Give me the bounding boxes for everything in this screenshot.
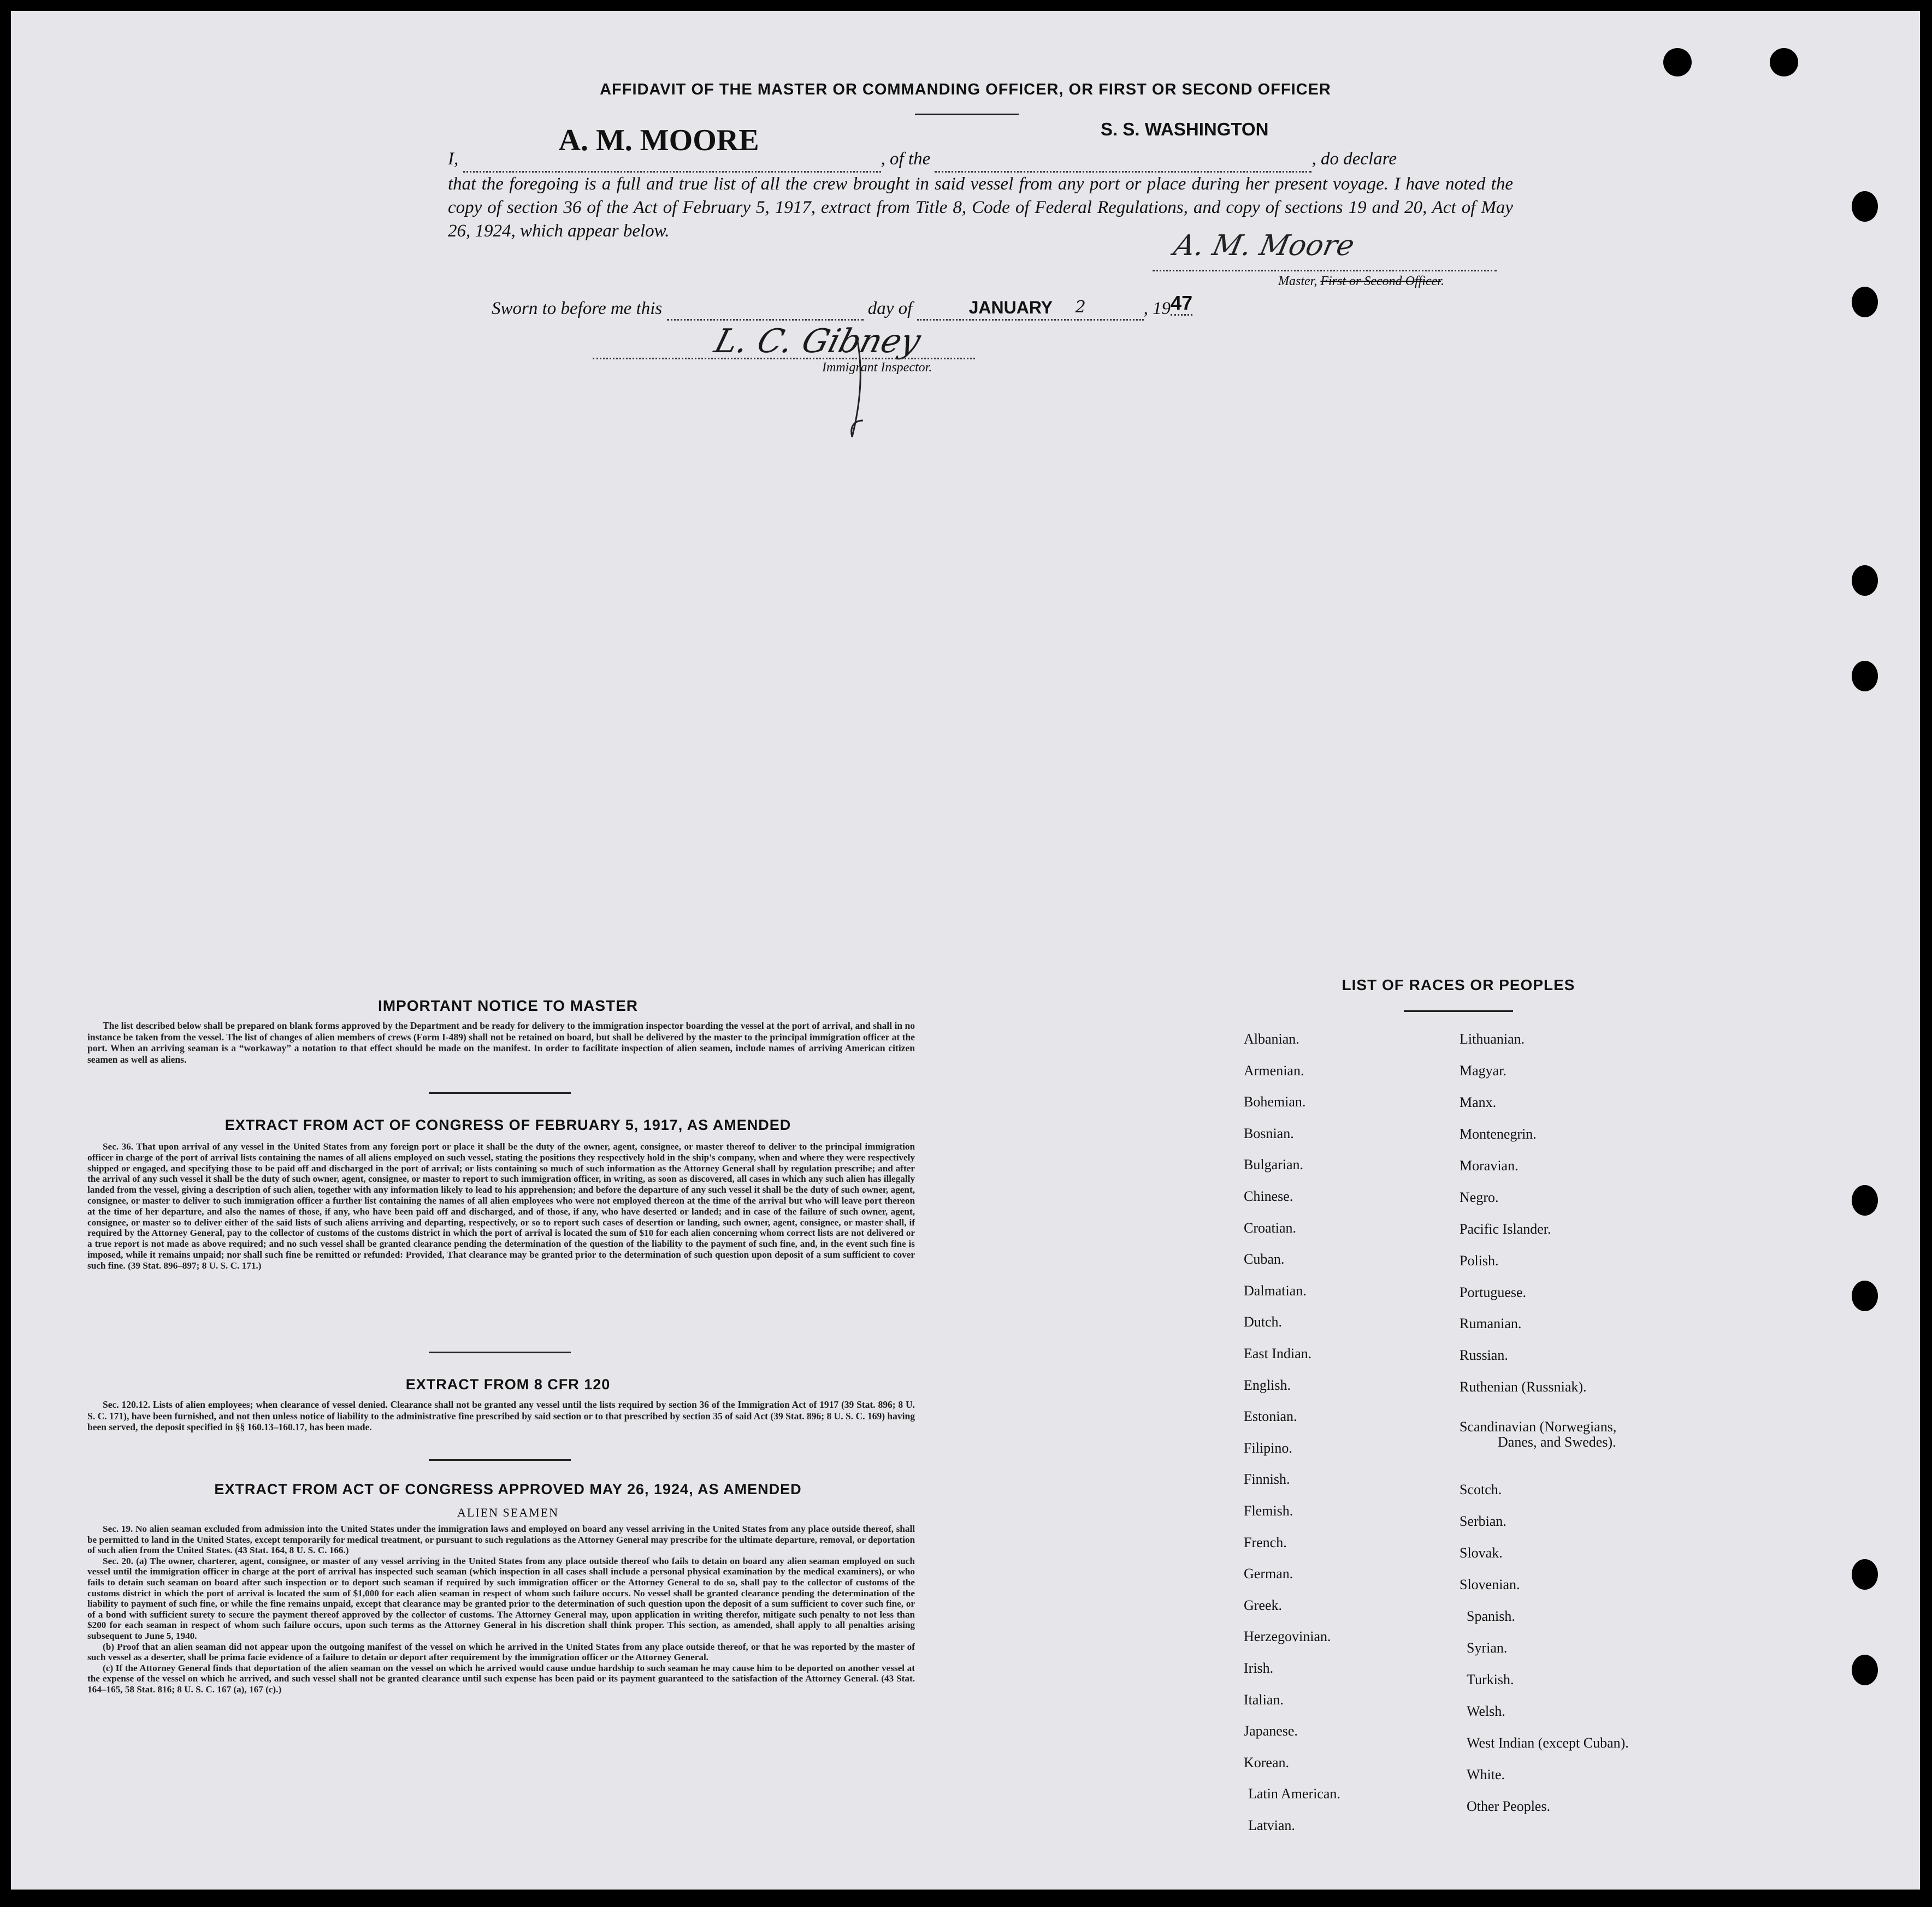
extract-1924-title: EXTRACT FROM ACT OF CONGRESS APPROVED MAY 26, 1924, AS AMENDED — [214, 1481, 802, 1497]
race-item: Armenian. — [1244, 1062, 1304, 1079]
sec-19-paragraph: Sec. 19. No alien seaman excluded from admission into the United States under the immigration laws and employed on board any vessel arriving in the United States from any place outside thereof, shall be permitted to land in the United States, except temporarily for medical treatment, or pursuant to such regulations as the Attorney General may prescribe for the ultimate departure, removal, or deportation of such alien from the United States. (43 Stat. 164, 8 U. S. C. 166.) — [87, 1524, 915, 1556]
name-field — [463, 123, 881, 173]
caption-period: . — [1440, 274, 1444, 288]
race-item: Magyar. — [1460, 1063, 1506, 1079]
race-item: Scandinavian (Norwegians, — [1460, 1419, 1617, 1435]
race-item: Albanian. — [1244, 1031, 1299, 1047]
day-mark: 2 — [1075, 298, 1086, 317]
section-divider — [429, 1459, 571, 1461]
race-item: Japanese. — [1244, 1723, 1298, 1739]
punch-hole — [1852, 661, 1878, 691]
race-item: Scotch. — [1460, 1482, 1502, 1497]
race-item: Croatian. — [1244, 1219, 1297, 1236]
punch-hole — [1852, 1559, 1878, 1590]
race-item: Korean. — [1244, 1754, 1290, 1770]
punch-hole — [1852, 1185, 1878, 1216]
race-item: West Indian (except Cuban). — [1467, 1735, 1629, 1751]
race-item: Bulgarian. — [1244, 1157, 1304, 1173]
document-page — [11, 11, 1920, 1890]
race-item: Bohemian. — [1244, 1094, 1306, 1110]
extract-1917-title: EXTRACT FROM ACT OF CONGRESS OF FEBRUARY 5, 1917, AS AMENDED — [224, 1117, 791, 1133]
race-item: Greek. — [1244, 1597, 1283, 1613]
races-title: LIST OF RACES OR PEOPLES — [1342, 976, 1575, 993]
extract-1917-paragraph: Sec. 36. That upon arrival of any vessel in the United States from any foreign port or place it shall be the duty of the owner, agent, consignee, or master thereof to deliver to the principal immigration officer in charge of the port of arrival lists containing the names of all aliens employed on such vessel, stating the positions they respectively hold in the ship's company, when and where they were respectively shipped or engaged, and specifying those to be paid off and discharged in the port of arrival; or lists containing so much of such information as the Attorney General shall by regulation prescribe; and after the arrival of any such vessel it shall be the duty of such owner, agent, consignee, or master to report to such immigration officer, in writing, as soon as discovered, all cases in which any such alien has illegally landed from the vessel, giving a description of such alien, together with any information likely to lead to his apprehension; and before the departure of any such vessel it shall be the duty of such owner, agent, consignee, or master to deliver to such immigration officer a further list containing the names of all alien employees who were not employed thereon at the time of the arrival but who will leave port thereon at the time of her departure, and also the names of those, if any, who have been paid off and discharged, and of those, if any, who have deserted or landed; and in case of the failure of such owner, agent, consignee, or master so to deliver either of the said lists of such aliens arriving and departing, respectively, or so to report such cases of desertion or landing, such owner, agent, consignee, or master shall, if required by the Attorney General, pay to the collector of customs of the customs district in which the port of arrival is located the sum of $10 for each alien concerning whom correct lists are not delivered or a true report is not made as above required; and no such vessel shall be granted clearance pending the determination of the question of the liability to the payment of such fine, and, in the event such fine is imposed, while it remains unpaid; nor shall such fine be remitted or refunded: Provided, That clearance may be granted prior to the determination of such question upon deposit of a sum sufficient to cover such fine. (39 Stat. 896–897; 8 U. S. C. 171.) — [87, 1141, 915, 1271]
extract-cfr-text — [87, 1399, 915, 1433]
signature-flourish — [836, 339, 879, 442]
race-item: Welsh. — [1467, 1703, 1505, 1719]
punch-hole — [1852, 1281, 1878, 1311]
notice-text — [87, 1020, 915, 1065]
notice-title: IMPORTANT NOTICE TO MASTER — [377, 997, 639, 1014]
master-name: A. M. MOORE — [558, 123, 759, 157]
race-item: French. — [1244, 1534, 1287, 1550]
race-item: Latvian. — [1248, 1817, 1295, 1833]
title-divider — [915, 114, 1019, 115]
race-item: Herzegovinian. — [1244, 1628, 1331, 1645]
affidavit-text: that the foregoing is a full and true list of all the crew brought in said vessel from any port or place during her present voyage. I have noted the copy of section 36 of the Act of February 5, 1917, extract from Title 8, Code of Federal Regulations, and copy of sections 19 and 20, Act of May 26, 1924, which appear below. — [448, 174, 1513, 241]
race-item: Serbian. — [1460, 1513, 1506, 1529]
punch-hole — [1852, 565, 1878, 596]
race-item: Italian. — [1244, 1691, 1284, 1708]
extract-1924-subtitle: ALIEN SEAMEN — [457, 1506, 559, 1519]
race-item: Ruthenian (Russniak). — [1460, 1379, 1587, 1395]
i-label: I, — [448, 149, 459, 169]
race-item: Dalmatian. — [1244, 1282, 1307, 1299]
punch-hole — [1852, 1655, 1878, 1685]
race-item: Negro. — [1460, 1189, 1499, 1205]
vessel-name: S. S. WASHINGTON — [1101, 119, 1269, 139]
race-item: Portuguese. — [1460, 1284, 1527, 1300]
punch-hole — [1770, 48, 1798, 76]
master-caption-label: Master, — [1278, 274, 1317, 288]
races-divider — [1404, 1010, 1513, 1012]
race-item: East Indian. — [1244, 1346, 1312, 1361]
race-item: Moravian. — [1460, 1158, 1519, 1174]
race-item: Polish. — [1460, 1253, 1499, 1269]
extract-1924-text — [87, 1524, 915, 1695]
affidavit-title: AFFIDAVIT OF THE MASTER OR COMMANDING OFFICER, OR FIRST OR SECOND OFFICER — [600, 81, 1331, 98]
year-suffix: 47 — [1171, 292, 1192, 316]
punch-hole — [1663, 48, 1692, 76]
race-item: Manx. — [1460, 1094, 1497, 1110]
race-item: Turkish. — [1467, 1672, 1514, 1687]
month-field — [917, 299, 1144, 321]
race-item: Montenegrin. — [1460, 1126, 1537, 1142]
month-value: JANUARY — [968, 298, 1053, 317]
inspector-signature — [711, 322, 925, 360]
section-divider — [429, 1352, 571, 1353]
sworn-day-field — [667, 299, 864, 321]
master-caption — [1278, 274, 1444, 289]
race-item: Pacific Islander. — [1460, 1221, 1551, 1237]
race-item: Spanish. — [1467, 1608, 1515, 1624]
sec-20c-paragraph: (c) If the Attorney General finds that deportation of the alien seaman on the vessel on which he arrived would cause undue hardship to such seaman he may cause him to be deported on another vessel at the expense of the vessel on which he arrived, and such vessel shall not be granted clearance until such expense has been paid or its payment guaranteed to the satisfaction of the Attorney General. (43 Stat. 164–165, 58 Stat. 816; 8 U. S. C. 167 (a), 167 (c).) — [87, 1662, 915, 1695]
race-item: Slovak. — [1460, 1545, 1503, 1561]
struck-caption: First or Second Officer — [1320, 274, 1441, 288]
master-signature — [1171, 229, 1357, 262]
race-item: Cuban. — [1244, 1251, 1285, 1268]
race-item: Latin American. — [1248, 1786, 1340, 1802]
extract-cfr-paragraph: Sec. 120.12. Lists of alien employees; when clearance of vessel denied. Clearance shall not be granted any vessel until the lists required by section 36 of the Immigration Act of 1917 (39 Stat. 896; 8 U. S. C. 171), have been furnished, and not then unless notice of liability to the administrative fine prescribed by said section or to that prescribed by section 35 of said Act (39 Stat. 896; 8 U. S. C. 169) having been served, the deposit specified in §§ 160.13–160.17, has been made. — [87, 1399, 915, 1432]
race-item: Chinese. — [1244, 1188, 1293, 1204]
of-the-label: , of the — [881, 149, 931, 169]
race-item: Flemish. — [1244, 1503, 1293, 1519]
race-item: White. — [1467, 1767, 1505, 1782]
race-item: Syrian. — [1467, 1640, 1508, 1656]
inspector-signature-line — [593, 358, 975, 359]
day-of-label: day of — [867, 299, 913, 318]
do-declare-label: , do declare — [1311, 149, 1397, 169]
sworn-line — [492, 292, 1193, 321]
race-item: Dutch. — [1244, 1314, 1283, 1330]
race-item: Danes, and Swedes). — [1498, 1434, 1616, 1450]
extract-cfr-title: EXTRACT FROM 8 CFR 120 — [405, 1376, 611, 1393]
race-item: Rumanian. — [1460, 1316, 1522, 1331]
race-item: Russian. — [1460, 1347, 1508, 1363]
race-item: Other Peoples. — [1467, 1798, 1551, 1814]
signature-line — [1153, 270, 1497, 271]
race-item: English. — [1244, 1377, 1291, 1393]
year-prefix: , 19 — [1143, 299, 1171, 318]
race-item: German. — [1244, 1566, 1293, 1582]
punch-hole — [1852, 191, 1878, 222]
race-item: Slovenian. — [1460, 1577, 1520, 1592]
race-item: Irish. — [1244, 1660, 1274, 1676]
race-item: Filipino. — [1244, 1440, 1292, 1456]
sworn-label: Sworn to before me this — [492, 299, 663, 318]
master-signature-text: A. M. Moore — [1171, 229, 1357, 262]
race-item: Estonian. — [1244, 1408, 1297, 1425]
race-item: Lithuanian. — [1460, 1031, 1525, 1047]
race-item: Bosnian. — [1244, 1125, 1294, 1141]
sec-20b-paragraph: (b) Proof that an alien seaman did not appear upon the outgoing manifest of the vessel on which he arrived in the United States from any place outside thereof, or that he was reported by the master of such vessel as a deserter, shall be prima facie evidence of a failure to detain or deport after requirement by the immigration officer or the Attorney General. — [87, 1641, 915, 1663]
punch-hole — [1852, 287, 1878, 317]
extract-1917-text — [87, 1141, 915, 1271]
race-item: Finnish. — [1244, 1471, 1290, 1488]
inspector-caption: Immigrant Inspector. — [822, 360, 932, 375]
section-divider — [429, 1092, 571, 1094]
inspector-signature-text: L. C. Gibney — [710, 322, 925, 360]
sec-20a-paragraph: Sec. 20. (a) The owner, charterer, agent, consignee, or master of any vessel arriving in the United States from any place outside thereof who fails to detain on board any alien seaman employed on such vessel until the immigration officer in charge at the port of arrival has inspected such seaman (which inspection in all cases shall include a personal physical examination by the medical examiners), or who fails to detain such seaman on board after such inspection or to deport such seaman if required by such immigration officer or the Attorney General to do so, shall pay to the collector of customs of the customs district in which the port of arrival is located the sum of $1,000 for each alien seaman in respect of whom such failure occurs. No vessel shall be granted clearance pending the determination of the liability to payment of such fine, or while the fine remains unpaid, except that clearance may be granted prior to the determination of such question upon the deposit of a sum sufficient to cover such fine, or of a bond with sufficient surety to secure the payment thereof approved by the collector of customs. The Attorney General may, upon application in writing therefor, mitigate such penalty to not less than $200 for each seaman in respect of whom such failure occurs, upon such terms as the Attorney General in his discretion shall think proper. This section, as amended, shall apply to all penalties arising subsequent to June 5, 1940. — [87, 1555, 915, 1641]
notice-paragraph: The list described below shall be prepared on blank forms approved by the Department and be ready for delivery to the immigration inspector boarding the vessel at the port of arrival, and shall in no instance be taken from the vessel. The list of changes of alien members of crews (Form I-489) shall not be retained on board, but shall be delivered by the master to the principal immigration officer at the port. When an arriving seaman is a “workaway” a notation to that effect should be made on the manifest. In order to facilitate inspection of alien seamen, include names of arriving American citizen seamen as well as aliens. — [87, 1020, 915, 1065]
vessel-field — [935, 147, 1311, 173]
